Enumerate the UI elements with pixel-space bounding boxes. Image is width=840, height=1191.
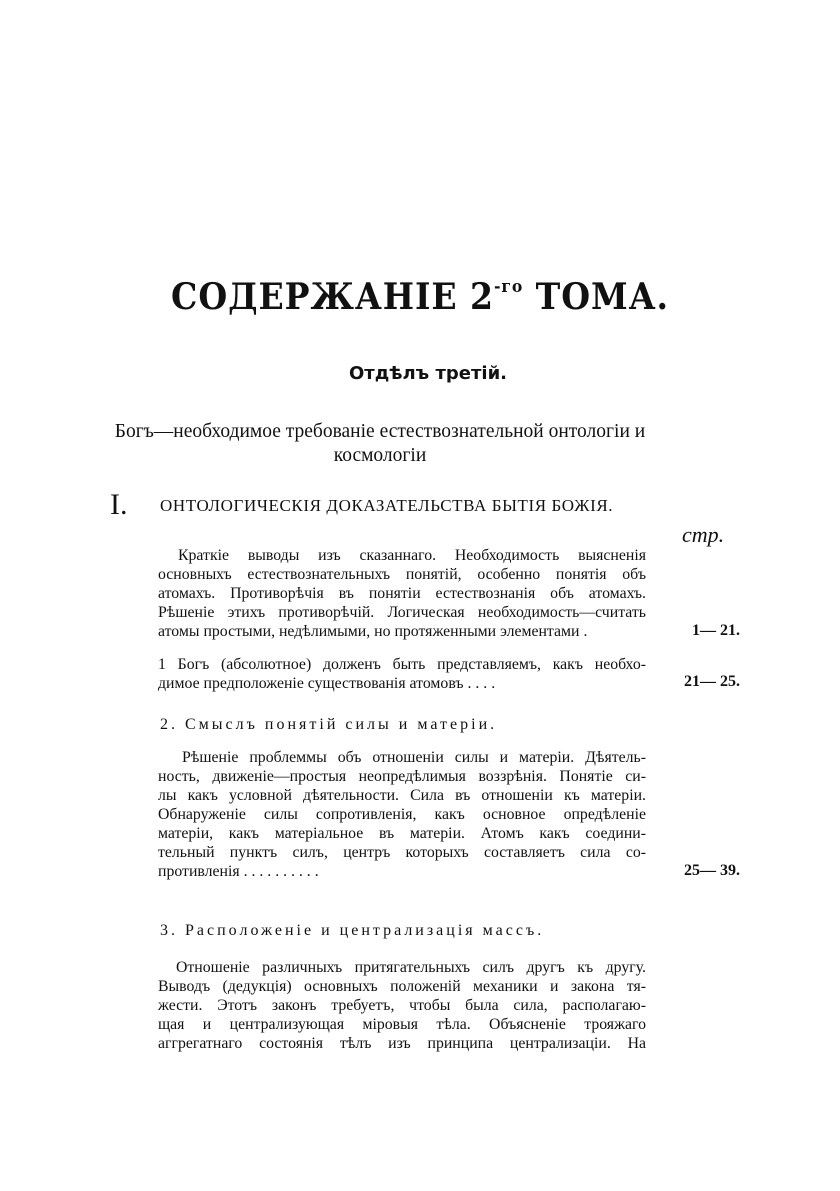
- title-superscript: -го: [493, 277, 524, 297]
- section-subtitle: Богъ—необходимое требованіе естествознательной онтологіи и космологіи: [114, 421, 646, 466]
- title-text: СОДЕРЖАНІЕ 2: [171, 276, 494, 318]
- entry-line: ность, движеніе—простыя неопредѣлимыя воззрѣнія. Понятіе си-: [158, 768, 646, 785]
- entry-line: Рѣшеніе этихъ противорѣчій. Логическая необходимость—считать: [158, 604, 646, 621]
- entry-line: Краткіе выводы изъ сказаннаго. Необходимость выясненія: [178, 547, 646, 564]
- section-heading: Отдѣлъ третій.: [348, 363, 508, 384]
- page-title: [34, 276, 807, 318]
- entry-line: 1 Богъ (абсолютное) долженъ быть представляемъ, какъ необхо-: [158, 656, 646, 673]
- entry-line: основныхъ естествознательныхъ понятій, особенно понятія объ: [158, 566, 646, 583]
- entry-line: матеріи, какъ матеріальное въ матеріи. Атомъ какъ соедини-: [158, 825, 646, 842]
- entry-line: лы какъ условной дѣятельности. Сила въ отношеніи къ матеріи.: [158, 787, 646, 804]
- title-tail: ТОМА.: [523, 276, 669, 318]
- entry-page-range: 1— 21.: [692, 622, 740, 639]
- chapter-number: I.: [110, 488, 128, 521]
- entry-line: Отношеніе различныхъ притягательныхъ силъ другъ къ другу.: [176, 959, 646, 976]
- entry-line: тельный пунктъ силъ, центръ которыхъ составляетъ сила со-: [158, 844, 646, 861]
- entry-line: Выводъ (дедукція) основныхъ положеній механики и закона тя-: [158, 978, 646, 995]
- entry-line: аггрегатнаго состоянія тѣлъ изъ принципа централизаціи. На: [158, 1035, 646, 1052]
- entry-line: атомахъ. Противорѣчія въ понятіи естествознанія объ атомахъ.: [158, 585, 646, 602]
- toc-entry: [158, 958, 646, 1053]
- toc-entry: [158, 655, 646, 693]
- entry-line: Рѣшеніе проблеммы объ отношеніи силы и матеріи. Дѣятель-: [182, 749, 646, 766]
- subsection-heading: 3. Расположеніе и централизація массъ.: [160, 922, 545, 939]
- entry-page-range: 25— 39.: [684, 862, 740, 879]
- entry-page-range: 21— 25.: [684, 673, 740, 690]
- toc-entry: [158, 748, 646, 881]
- entry-line: жести. Этотъ законъ требуетъ, чтобы была сила, располагаю-: [158, 997, 646, 1014]
- toc-entry: [158, 546, 646, 641]
- entry-line: щая и централизующая міровыя тѣла. Объясненіе трояжаго: [158, 1016, 646, 1033]
- page-column-label: стр.: [682, 522, 725, 547]
- subsection-heading: 2. Смыслъ понятій силы и матеріи.: [160, 716, 498, 733]
- chapter-heading: ОНТОЛОГИЧЕСКІЯ ДОКАЗАТЕЛЬСТВА БЫТІЯ БОЖІЯ.: [160, 496, 614, 515]
- entry-line: атомы простыми, недѣлимыми, но протяженными элементами .: [158, 623, 588, 640]
- entry-line: противленія . . . . . . . . . .: [158, 863, 319, 880]
- entry-line: димое предположеніе существованія атомовъ . . . .: [158, 675, 496, 692]
- entry-line: Обнаруженіе силы сопротивленія, какъ основное опредѣленіе: [158, 806, 646, 823]
